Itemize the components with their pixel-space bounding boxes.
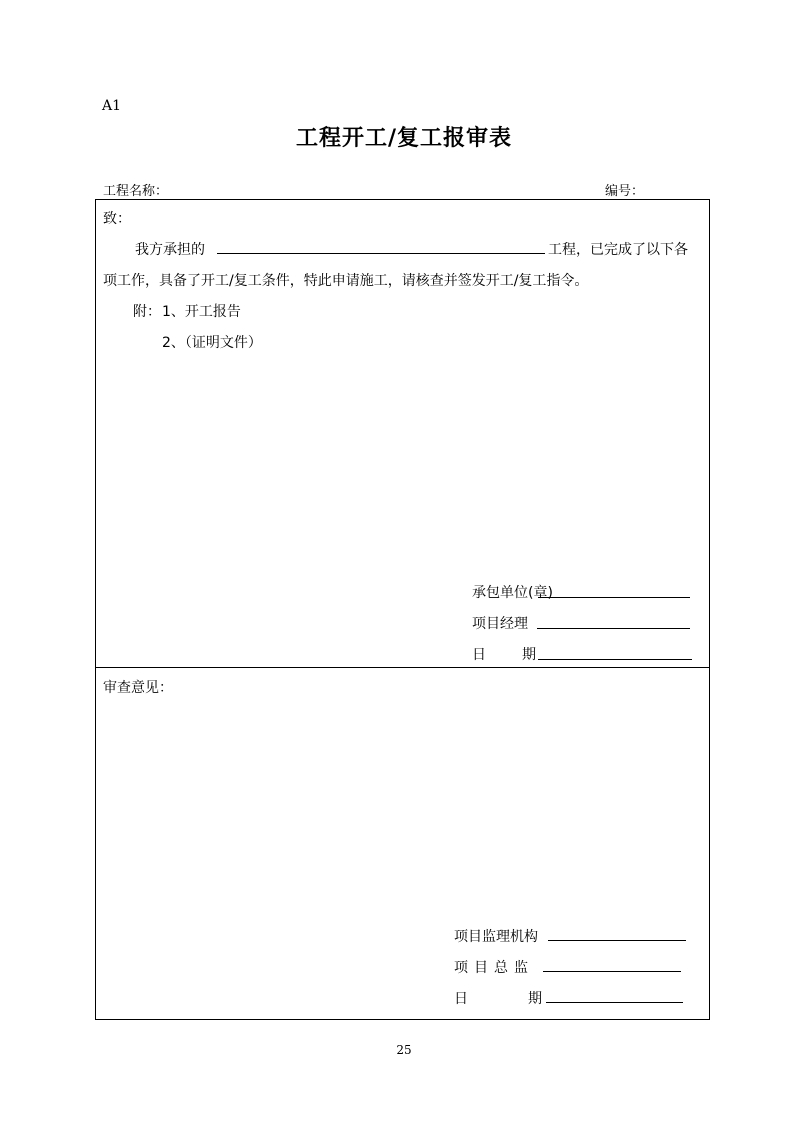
number-label: 编号： <box>605 184 645 199</box>
review-date-field[interactable] <box>546 1002 683 1003</box>
attachment-item-2: 2、（证明文件） <box>162 335 262 351</box>
project-blank-field[interactable] <box>217 253 545 254</box>
section-divider <box>96 667 709 668</box>
review-date-label-day: 日 <box>454 991 468 1007</box>
chief-supervisor-field[interactable] <box>543 971 681 972</box>
page-title: 工程开工/复工报审表 <box>295 126 513 151</box>
project-name-label: 工程名称： <box>103 184 169 199</box>
chief-supervisor-label: 项目总监 <box>454 960 534 976</box>
application-text-body: 项工作，具备了开工/复工条件，特此申请施工，请核查并签发开工/复工指令。 <box>103 273 589 289</box>
review-date-label-period: 期 <box>528 991 542 1007</box>
addressee-label: 致： <box>103 211 131 227</box>
application-text-prefix: 我方承担的 <box>135 242 205 258</box>
project-manager-field[interactable] <box>537 628 690 629</box>
supervision-org-label: 项目监理机构 <box>454 929 538 945</box>
supervision-org-field[interactable] <box>548 940 686 941</box>
application-text-suffix: 工程，已完成了以下各 <box>548 242 688 258</box>
attachment-item-1: 1、开工报告 <box>162 304 241 320</box>
attachment-label: 附： <box>133 304 161 320</box>
project-manager-label: 项目经理 <box>472 616 528 632</box>
contractor-unit-label: 承包单位(章) <box>472 585 553 601</box>
application-date-label-period: 期 <box>522 647 536 663</box>
page-number: 25 <box>396 1043 412 1057</box>
contractor-unit-field[interactable] <box>538 597 690 598</box>
application-date-field[interactable] <box>538 659 692 660</box>
form-table <box>95 199 710 1020</box>
form-code: A1 <box>102 98 122 114</box>
application-date-label-day: 日 <box>472 647 486 663</box>
review-opinion-label: 审查意见： <box>103 680 173 696</box>
